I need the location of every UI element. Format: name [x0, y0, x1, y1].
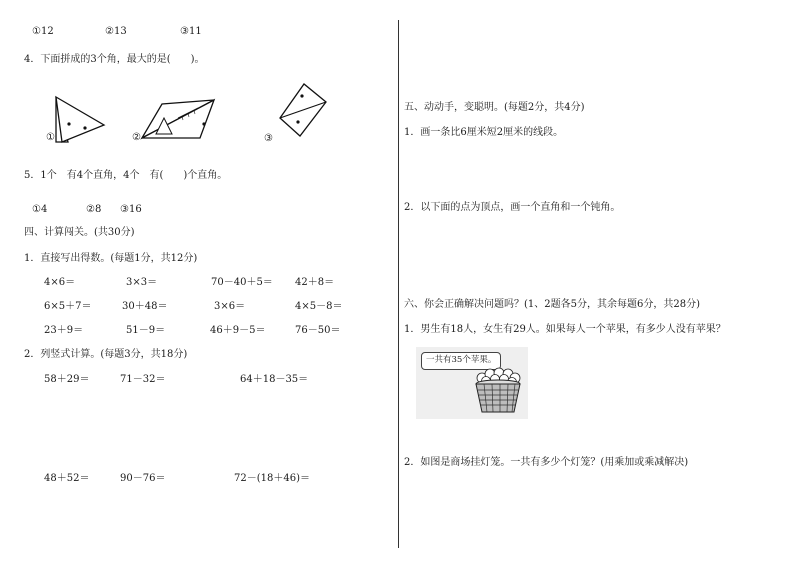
section6-q2: 2．如图是商场挂灯笼。一共有多少个灯笼？(用乘加或乘减解决) — [404, 457, 689, 468]
section5-q2: 2．以下面的点为顶点，画一个直角和一个钝角。 — [404, 202, 621, 213]
q5-question: 5．1个 有4个直角，4个 有( )个直角。 — [24, 170, 228, 181]
q4-question: 4．下面拼成的3个角，最大的是( )。 — [24, 54, 205, 65]
calc-item: 70－40＋5＝ — [211, 277, 273, 288]
section4-title: 四、计算闯关。(共30分) — [24, 227, 135, 238]
vertical-calc-item: 90－76＝ — [120, 473, 166, 484]
part1-title: 1．直接写出得数。(每题1分，共12分) — [24, 253, 198, 264]
calc-item: 30＋48＝ — [122, 301, 168, 312]
section5-q1: 1．画一条比6厘米短2厘米的线段。 — [404, 127, 564, 138]
calc-item: 4×5－8＝ — [295, 301, 343, 312]
column-divider — [398, 20, 399, 548]
q3-option-1: ①12 — [32, 26, 54, 37]
vertical-calc-item: 58＋29＝ — [44, 374, 90, 385]
figure-label-3: ③ — [264, 133, 273, 144]
q5-option-1: ①4 — [32, 204, 48, 215]
calc-item: 42＋8＝ — [295, 277, 335, 288]
speech-bubble-text: 一共有35个苹果。 — [426, 355, 497, 365]
q3-option-3: ③11 — [180, 26, 202, 37]
part2-title: 2．列竖式计算。(每题3分，共18分) — [24, 349, 188, 360]
figure-label-1: ① — [46, 132, 55, 143]
q5-option-3: ③16 — [120, 204, 142, 215]
calc-item: 23＋9＝ — [44, 325, 84, 336]
calc-item: 76－50＝ — [295, 325, 341, 336]
vertical-calc-item: 72－(18＋46)＝ — [234, 473, 310, 484]
vertical-calc-item: 71－32＝ — [120, 374, 166, 385]
calc-item: 4×6＝ — [44, 277, 76, 288]
calc-item: 3×6＝ — [214, 301, 246, 312]
basket-icon — [470, 364, 526, 416]
q3-option-2: ②13 — [105, 26, 127, 37]
figure-label-2: ② — [132, 132, 141, 143]
section6-q1: 1．男生有18人，女生有29人。如果每人一个苹果，有多少人没有苹果？ — [404, 324, 726, 335]
triangle-figure-2 — [138, 98, 220, 142]
calc-item: 6×5＋7＝ — [44, 301, 92, 312]
calc-item: 51－9＝ — [126, 325, 166, 336]
calc-item: 46＋9－5＝ — [210, 325, 266, 336]
q5-option-2: ②8 — [86, 204, 102, 215]
calc-item: 3×3＝ — [126, 277, 158, 288]
section6-title: 六、你会正确解决问题吗？(1、2题各5分，其余每题6分，共28分) — [404, 299, 700, 310]
vertical-calc-item: 64＋18－35＝ — [240, 374, 309, 385]
section5-title: 五、动动手，变聪明。(每题2分，共4分) — [404, 102, 585, 113]
vertical-calc-item: 48＋52＝ — [44, 473, 90, 484]
triangle-figure-3 — [272, 82, 328, 138]
